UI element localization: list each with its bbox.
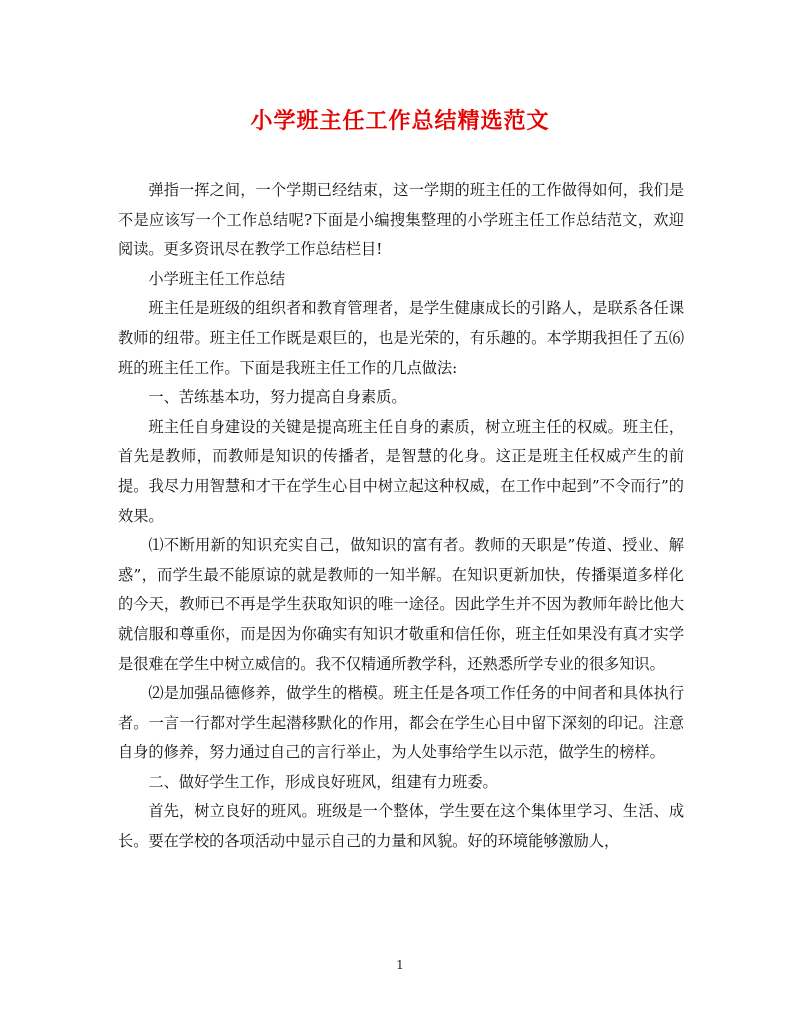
body-paragraph: ⑴不断用新的知识充实自己，做知识的富有者。教师的天职是”传道、授业、解惑”，而学生最不能原谅的就是教师的一知半解。在知识更新加快，传播渠道多样化的今天，教师已不再是学生获取知识的唯一途径。因此学生并不因为教师年龄比他大就信服和尊重你，而是因为你确实有知识才敬重和信任你，班主任如果没有真才实学是很难在学生中树立威信的。我不仅精通所教学科，还熟悉所学专业的很多知识。	[118, 536, 684, 673]
page-number: 1	[396, 958, 404, 972]
body-paragraph: 班主任自身建设的关键是提高班主任自身的素质，树立班主任的权威。班主任，首先是教师，而教师是知识的传播者，是智慧的化身。这正是班主任权威产生的前提。我尽力用智慧和才干在学生心目中树立起这种权威，在工作中起到”不令而行”的效果。	[118, 417, 684, 525]
point-heading: 一、苦练基本功，努力提高自身素质。	[148, 388, 407, 407]
document-title: 小学班主任工作总结精选范文	[250, 108, 550, 134]
point-heading: 二、做好学生工作，形成良好班风，组建有力班委。	[148, 772, 498, 791]
document-body	[118, 176, 684, 857]
intro-paragraph: 弹指一挥之间，一个学期已经结束，这一学期的班主任的工作做得如何，我们是不是应该写一个工作总结呢?下面是小编搜集整理的小学班主任工作总结范文，欢迎阅读。更多资讯尽在教学工作总结栏目!	[118, 181, 684, 259]
body-paragraph: 班主任是班级的组织者和教育管理者，是学生健康成长的引路人，是联系各任课教师的纽带。班主任工作既是艰巨的，也是光荣的，有乐趣的。本学期我担任了五⑹班的班主任工作。下面是我班主任工作的几点做法:	[118, 299, 684, 377]
section-heading: 小学班主任工作总结	[148, 269, 286, 288]
body-paragraph: 首先，树立良好的班风。班级是一个整体，学生要在这个集体里学习、生活、成长。要在学校的各项活动中显示自己的力量和风貌。好的环境能够激励人，	[118, 802, 684, 851]
body-paragraph: ⑵是加强品德修养，做学生的楷模。班主任是各项工作任务的中间者和具体执行者。一言一行都对学生起潜移默化的作用，都会在学生心目中留下深刻的印记。注意自身的修养，努力通过自己的言行举止，为人处事给学生以示范，做学生的榜样。	[118, 684, 684, 762]
